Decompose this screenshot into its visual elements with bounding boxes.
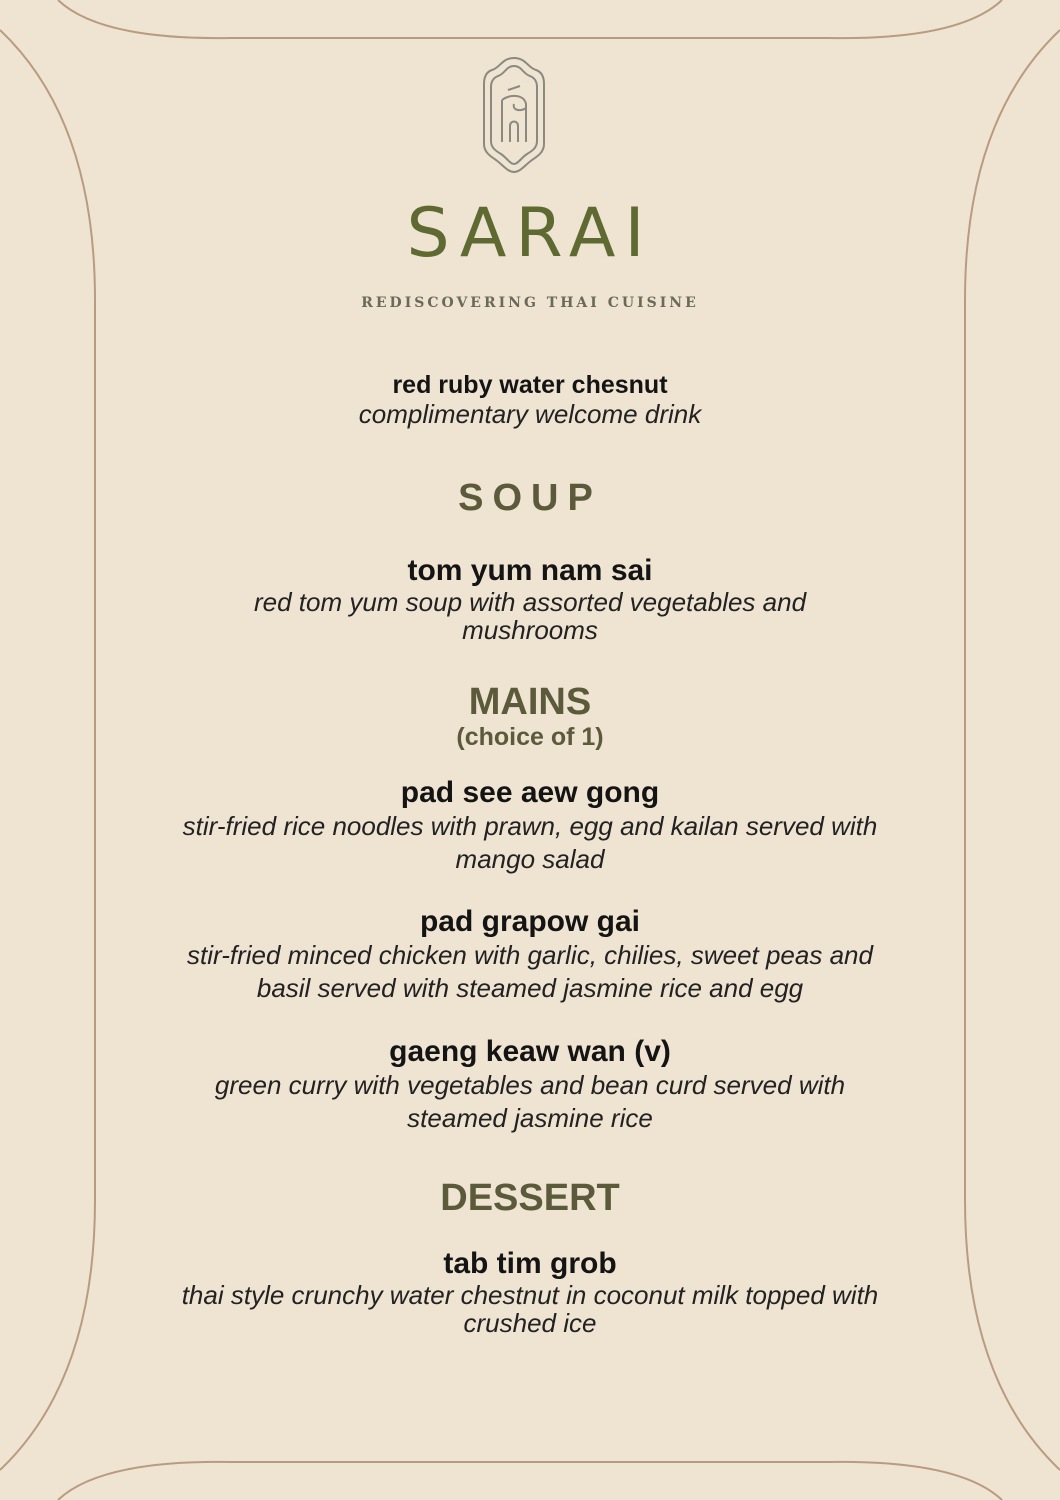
dish-description: complimentary welcome drink xyxy=(358,399,702,429)
brand-tagline: REDISCOVERING THAI CUISINE xyxy=(361,295,699,311)
dish-description: thai style crunchy water chestnut in coconut milk topped with crushed ice xyxy=(181,1280,879,1338)
dish-name: pad see aew gong xyxy=(400,776,660,809)
section-title: SOUP xyxy=(458,477,602,519)
section-title: MAINS xyxy=(468,681,592,723)
menu-item xyxy=(0,776,1060,876)
section-dessert-title xyxy=(0,1178,1060,1218)
dish-name: tom yum nam sai xyxy=(407,554,653,587)
dish-description: green curry with vegetables and bean curd served with steamed jasmine rice xyxy=(214,1070,846,1133)
dish-name: pad grapow gai xyxy=(419,905,641,938)
menu-item xyxy=(0,1247,1060,1337)
dish-name: gaeng keaw wan (v) xyxy=(389,1035,671,1068)
dish-description: stir-fried rice noodles with prawn, egg and kailan served with mango salad xyxy=(182,811,878,874)
section-soup-title xyxy=(0,478,1060,518)
section-title: DESSERT xyxy=(440,1177,620,1219)
menu-item xyxy=(0,554,1060,644)
section-note: (choice of 1) xyxy=(456,723,604,751)
menu-item xyxy=(0,905,1060,1005)
thai-letter-emblem-icon xyxy=(480,56,548,174)
dish-name: red ruby water chesnut xyxy=(392,371,668,399)
dish-description: stir-fried minced chicken with garlic, chilies, sweet peas and basil served with steamed jasmine rice and egg xyxy=(187,940,873,1003)
menu-item xyxy=(0,1035,1060,1135)
welcome-drink xyxy=(0,370,1060,428)
brand-name: SARAI xyxy=(406,194,654,273)
dish-name: tab tim grob xyxy=(443,1247,617,1280)
section-mains-title xyxy=(0,682,1060,752)
dish-description: red tom yum soup with assorted vegetables and mushrooms xyxy=(253,587,807,645)
